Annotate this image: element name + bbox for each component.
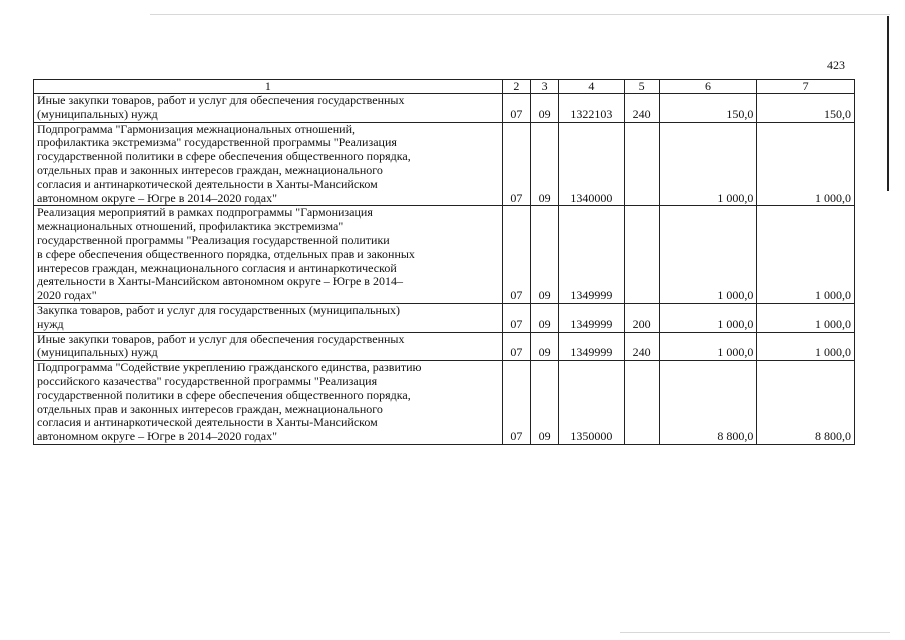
row-target-article: 1349999 (559, 332, 624, 361)
row-expense-type (624, 361, 659, 445)
row-subsection: 09 (531, 206, 559, 304)
row-amount-7: 1 000,0 (757, 303, 855, 332)
row-name: Подпрограмма "Содействие укреплению гражданского единства, развитию российского казачества" государственной программы "Реализация государственной политики в сфере обеспечения общественного порядка, отдельных прав и законных интересов граждан, межнационального согласия и антинаркотической деятельности в Ханты-Мансийском автономном округе – Югре в 2014–2020 годах" (34, 361, 503, 445)
table-body (34, 94, 855, 445)
row-section: 07 (502, 303, 530, 332)
table-row (34, 303, 855, 332)
row-section: 07 (502, 94, 530, 123)
row-amount-6: 8 800,0 (659, 361, 757, 445)
row-section: 07 (502, 206, 530, 304)
row-amount-7: 1 000,0 (757, 122, 855, 206)
row-amount-7: 1 000,0 (757, 206, 855, 304)
header-col-1: 1 (34, 80, 503, 94)
table-row (34, 332, 855, 361)
row-section: 07 (502, 332, 530, 361)
row-name: Подпрограмма "Гармонизация межнациональных отношений, профилактика экстремизма" государственной программы "Реализация государственной политики в сфере обеспечения общественного порядка, отдельных прав и законных интересов граждан, межнационального согласия и антинаркотической деятельности в Ханты-Мансийском автономном округе – Югре в 2014–2020 годах" (34, 122, 503, 206)
row-amount-6: 1 000,0 (659, 122, 757, 206)
row-name: Иные закупки товаров, работ и услуг для обеспечения государственных (муниципальных) нужд (34, 332, 503, 361)
row-expense-type (624, 206, 659, 304)
row-subsection: 09 (531, 361, 559, 445)
row-subsection: 09 (531, 332, 559, 361)
page-number: 423 (827, 58, 845, 72)
header-col-2: 2 (502, 80, 530, 94)
header-col-7: 7 (757, 80, 855, 94)
header-col-3: 3 (531, 80, 559, 94)
row-amount-6: 1 000,0 (659, 303, 757, 332)
row-expense-type: 200 (624, 303, 659, 332)
row-target-article: 1322103 (559, 94, 624, 123)
row-expense-type: 240 (624, 94, 659, 123)
row-target-article: 1340000 (559, 122, 624, 206)
row-name: Реализация мероприятий в рамках подпрограммы "Гармонизация межнациональных отношений, профилактика экстремизма" государственной программы "Реализация государственной политики в сфере обеспечения общественного порядка, отдельных прав и законных интересов граждан, межнационального согласия и антинаркотической деятельности в Ханты-Мансийском автономном округе – Югре в 2014– 2020 годах" (34, 206, 503, 304)
row-amount-7: 1 000,0 (757, 332, 855, 361)
row-name: Иные закупки товаров, работ и услуг для обеспечения государственных (муниципальных) нужд (34, 94, 503, 123)
row-expense-type: 240 (624, 332, 659, 361)
row-section: 07 (502, 361, 530, 445)
table-header (34, 80, 855, 94)
row-amount-6: 150,0 (659, 94, 757, 123)
scan-artifact-bottom (620, 632, 890, 633)
row-subsection: 09 (531, 122, 559, 206)
scan-artifact-top (150, 14, 890, 15)
margin-line (887, 16, 889, 191)
header-col-6: 6 (659, 80, 757, 94)
row-section: 07 (502, 122, 530, 206)
row-target-article: 1349999 (559, 206, 624, 304)
header-row (34, 80, 855, 94)
header-col-5: 5 (624, 80, 659, 94)
table-row (34, 361, 855, 445)
row-subsection: 09 (531, 303, 559, 332)
row-target-article: 1349999 (559, 303, 624, 332)
table-row (34, 122, 855, 206)
table-row (34, 94, 855, 123)
header-col-4: 4 (559, 80, 624, 94)
row-amount-6: 1 000,0 (659, 332, 757, 361)
row-target-article: 1350000 (559, 361, 624, 445)
row-amount-7: 150,0 (757, 94, 855, 123)
row-expense-type (624, 122, 659, 206)
row-name: Закупка товаров, работ и услуг для государственных (муниципальных) нужд (34, 303, 503, 332)
table-row (34, 206, 855, 304)
row-amount-6: 1 000,0 (659, 206, 757, 304)
row-amount-7: 8 800,0 (757, 361, 855, 445)
budget-table (33, 79, 855, 445)
row-subsection: 09 (531, 94, 559, 123)
